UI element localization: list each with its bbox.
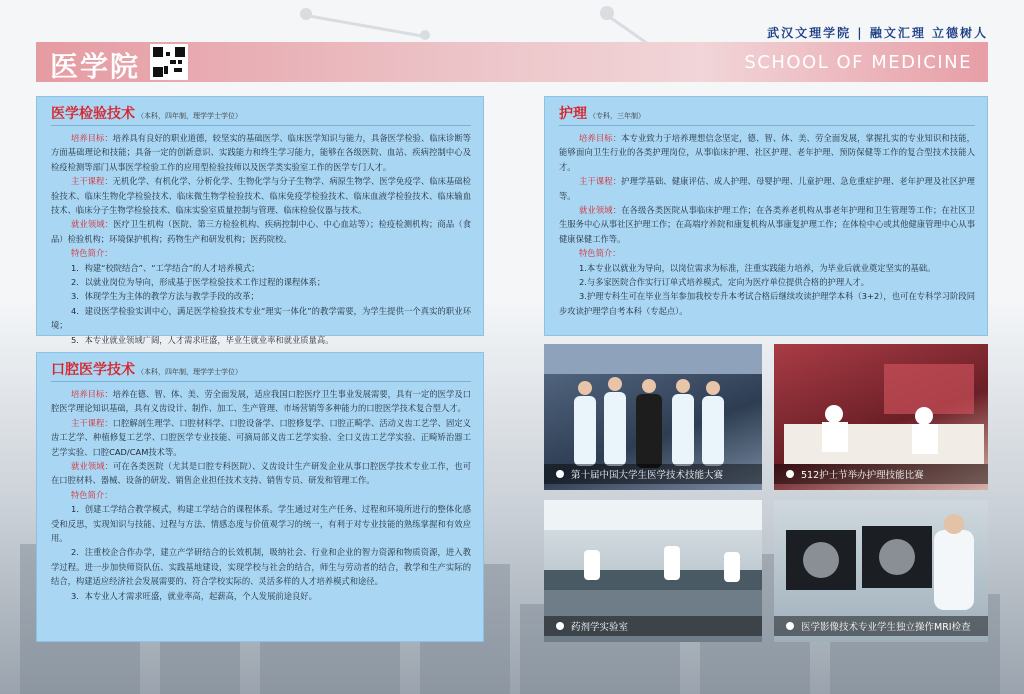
program-meta: （本科，四年制，理学学士学位） — [137, 368, 242, 376]
program-dental-box — [36, 352, 484, 642]
dept-title: 医学院 — [50, 50, 141, 83]
feature-item: 2.与多家医院合作实行订单式培养模式，定向为医疗单位提供合格的护理人才。 — [579, 277, 870, 288]
label-course: 主干课程： — [71, 417, 113, 428]
college-slogan: 武汉文理学院 | 融文汇理 立德树人 — [767, 26, 988, 40]
feature-item: 1.本专业以就业为导向，以岗位需求为标准，注重实践能力培养，为毕业后就业奠定坚实的基础。 — [579, 262, 936, 273]
feature-item: 1．创建工学结合教学模式，构建工学结合的课程体系。学生通过对生产任务、过程和环境所进行的整体化感受和反思，实现知识与技能、过程与方法、情感态度与价值观学习的统一，有利于对专业技能的熟练掌握和有效应用。 — [51, 504, 471, 544]
label-goal: 培养目标： — [579, 133, 622, 143]
job-text: 在各级各类医院从事临床护理工作；在各类养老机构从事老年护理和卫生管理等工作；在社区卫生服务中心从事社区护理工作；在高端疗养院和康复机构从事康复护理工作；在体检中心或其他健康管理中心从事健康保健工作等。 — [559, 205, 975, 244]
photo-competition — [544, 344, 762, 490]
divider — [559, 125, 975, 126]
goal-text: 本专业致力于培养理想信念坚定，德、智、体、美、劳全面发展，掌握扎实的专业知识和技能，能够面向卫生行业的各类护理岗位，从事临床护理、社区护理、老年护理、预防保健等工作的复合型技术技能人才。 — [559, 133, 975, 172]
feature-item: 4．建设医学检验实训中心，满足医学检验技术专业“理实一体化”的教学需要，为学生提供一个真实的职业环境； — [51, 305, 471, 331]
school-name-en: SCHOOL OF MEDICINE — [744, 52, 972, 73]
program-meta: （本科，四年制，理学学士学位） — [137, 112, 242, 120]
divider — [51, 125, 471, 126]
bullet-icon — [556, 470, 564, 478]
feature-item: 1．构建“校院结合”、“工学结合”的人才培养模式； — [71, 262, 260, 273]
label-job: 就业领域： — [71, 219, 114, 230]
photo-caption: 512护士节举办护理技能比赛 — [801, 470, 924, 481]
photo-nurse-day — [774, 344, 988, 490]
goal-text: 培养具有良好的职业道德，较坚实的基础医学、临床医学知识与能力，具备医学检验、临床诊断等方面基础理论和技能；具备一定的创新意识、实践能力和终生学习能力，能够在各级医院、血站、疾病控制中心及检疫检测等部门从事医学检验工作的应用型检验技师以及医学类实验室工作的医学专门人才。 — [51, 133, 471, 172]
photo-caption: 药剂学实验室 — [571, 622, 629, 633]
course-text: 口腔解剖生理学、口腔材料学、口腔设备学、口腔修复学、口腔正畸学、活动义齿工艺学、固定义齿工艺学、种植修复工艺学、口腔医学专业技能、可摘局部义齿工艺学实验、全口义齿工艺学实验、正畸矫治器工艺学实验、口腔CAD/CAM技术等。 — [51, 417, 471, 457]
photo-caption: 第十届中国大学生医学技术技能大赛 — [571, 470, 724, 481]
label-feature: 特色简介： — [71, 248, 113, 259]
photo-pharmacy-lab — [544, 500, 762, 642]
bullet-icon — [786, 622, 794, 630]
label-goal: 培养目标： — [71, 389, 113, 399]
label-course: 主干课程： — [71, 176, 113, 187]
bullet-icon — [786, 470, 794, 478]
program-title: 医学检验技术 — [51, 106, 135, 122]
program-meta: （专科，三年制） — [589, 112, 645, 120]
job-text: 可在各类医院（尤其是口腔专科医院）、义齿设计生产研发企业从事口腔医学技术专业工作，也可在口腔材料、器械、设备的研发、销售企业担任技术支持、销售专员、研发和管理工作。 — [51, 461, 471, 486]
label-job: 就业领域： — [71, 461, 114, 472]
course-text: 无机化学、有机化学、分析化学、生物化学与分子生物学、病原生物学、医学免疫学、临床基础检验技术、临床生物化学检验技术、临床微生物学检验技术、临床免疫学检验技术、临床血液学检验技术、临床输血技术、临床分子生物学检验技术、临床实验室质量控制与管理、临床检验仪器与技术。 — [51, 176, 471, 216]
feature-item: 2．以就业岗位为导向，形成基于医学检验技术工作过程的课程体系； — [71, 277, 326, 288]
program-lab-box — [36, 96, 484, 345]
label-goal: 培养目标： — [71, 133, 113, 143]
divider — [51, 381, 471, 382]
goal-text: 培养在德、智、体、美、劳全面发展，适应我国口腔医疗卫生事业发展需要，具有一定的医学及口腔医学理论知识基础，具有义齿设计、制作、加工、生产管理、市场营销等多种能力的口腔医学技术复合型人才。 — [51, 389, 471, 414]
course-text: 护理学基础、健康评估、成人护理、母婴护理、儿童护理、急危重症护理、老年护理及社区护理等。 — [559, 176, 975, 201]
bullet-icon — [556, 622, 564, 630]
feature-item: 3．体现学生为主体的教学方法与教学手段的改革； — [71, 291, 259, 302]
feature-item: 3．本专业人才需求旺盛，就业率高，起薪高，个人发展前途良好。 — [71, 590, 317, 601]
feature-item: 3.护理专科生可在毕业当年参加我校专升本考试合格后继续攻读护理学本科（3+2），也可在专科学习阶段同步攻读护理学自考本科（专起点）。 — [559, 291, 975, 316]
feature-item: 2．注重校企合作办学，建立产学研结合的长效机制，吸纳社会、行业和企业的智力资源和物质资源，进入教学过程。进一步加快师资队伍、实践基地建设，实现学校与社会的结合，师生与劳动者的结合，教学和生产实际的结合，构建适应经济社会发展需要的、符合学校实际的、灵活多样的人才培养模式和途径。 — [51, 547, 471, 587]
qr-code-icon[interactable] — [150, 44, 188, 80]
program-nursing-box — [544, 96, 988, 336]
program-title: 口腔医学技术 — [51, 362, 135, 378]
label-feature: 特色简介： — [579, 248, 621, 259]
feature-item: 5．本专业就业领域广阔，人才需求旺盛，毕业生就业率和就业质量高。 — [71, 334, 334, 345]
photo-mri — [774, 500, 988, 642]
label-feature: 特色简介： — [71, 489, 113, 500]
program-title: 护理 — [559, 106, 587, 122]
label-course: 主干课程： — [579, 176, 622, 187]
photo-caption: 医学影像技术专业学生独立操作MRI检查 — [801, 622, 971, 633]
label-job: 就业领域： — [579, 205, 622, 216]
job-text: 医疗卫生机构（医院、第三方检验机构、疾病控制中心、中心血站等）；检疫检测机构；商品（食品）检验机构；环境保护机构；药物生产和研发机构；医药院校。 — [51, 219, 471, 244]
